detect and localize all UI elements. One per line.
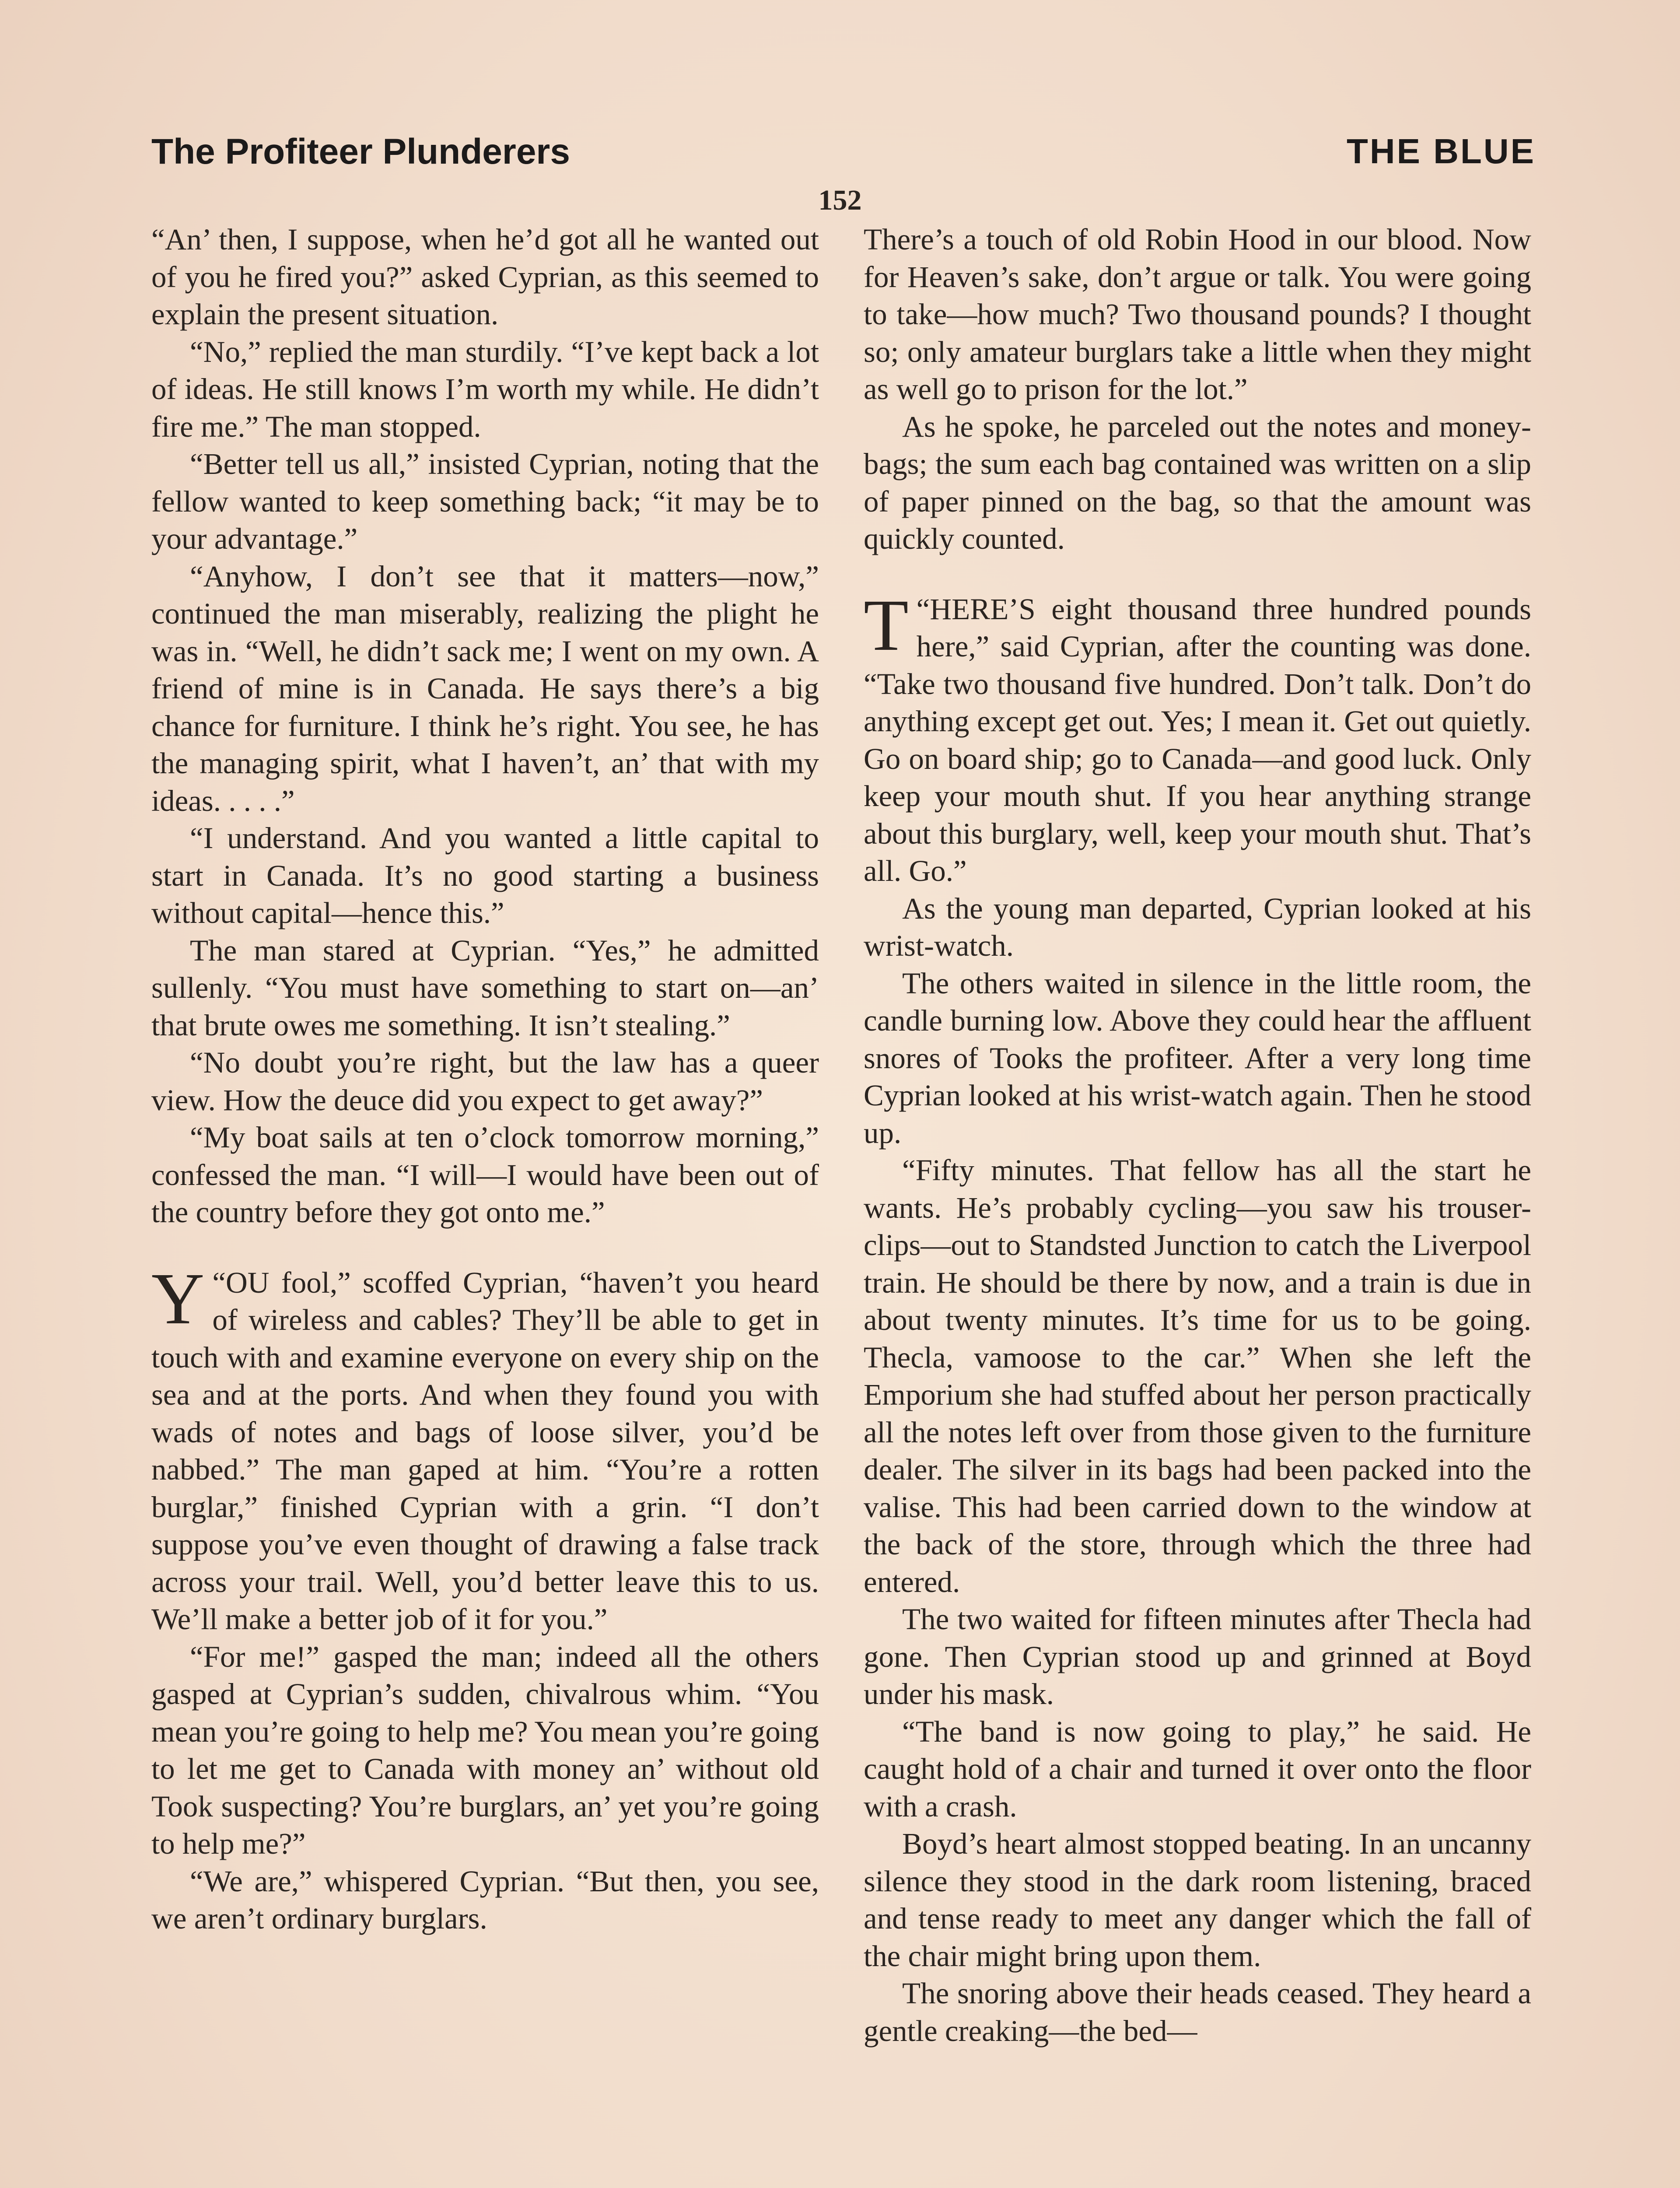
- left-column: [151, 221, 819, 1938]
- running-title: The Profiteer Plunderers: [151, 132, 570, 172]
- dropcap-quote: “: [212, 1266, 226, 1299]
- paragraph: “No,” replied the man sturdily. “I’ve kept back a lot of ideas. He still knows I’m worth my while. He didn’t fire me.” The man stopped.: [151, 335, 819, 443]
- magazine-name: THE BLUE: [1347, 132, 1536, 171]
- dropcap-paragraph: [864, 584, 1531, 890]
- paragraph: As he spoke, he parceled out the notes and money-bags; the sum each bag contained was written on a slip of paper pinned on the bag, so that the amount was quickly counted.: [864, 410, 1531, 555]
- dropcap-rest: eight thousand three hundred pounds here,” said Cyprian, after the counting was done. “Take two thousand five hundred. Don’t talk. Don’t do anything except get out. Yes; I mean it. Get out quietly. Go on board ship; go to Canada—and good luck. Only keep your mouth shut. If you hear anything strange about this burglary, well, keep your mouth shut. That’s all. Go.”: [864, 592, 1531, 887]
- paragraph: “No doubt you’re right, but the law has a queer view. How the deuce did you expect to get away?”: [151, 1046, 819, 1117]
- dropcap-rest: fool,” scoffed Cyprian, “haven’t you heard of wireless and cables? They’ll be able to get in touch with and examine everyone on every ship on the sea and at the ports. And when they found you with wads of notes and bags of loose silver, you’d be nabbed.” The man gaped at him. “You’re a rotten burglar,” finished Cyprian with a grin. “I don’t suppose you’ve even thought of drawing a false track across your trail. Well, you’d better leave this to us. We’ll make a better job of it for you.”: [151, 1266, 819, 1636]
- paragraph: “Fifty minutes. That fellow has all the start he wants. He’s probably cycling—you saw his trouser-clips—out to Standsted Junction to catch the Liverpool train. He should be there by now, and a train is due in about twenty minutes. It’s time for us to be going. Thecla, vamoose to the car.” When she left the Emporium she had stuffed about her person practically all the notes left over from those given to the furniture dealer. The silver in its bags had been packed into the valise. This had been carried down to the window at the back of the store, through which the three had entered.: [864, 1154, 1531, 1599]
- page-number: 152: [818, 184, 862, 216]
- paragraph: Boyd’s heart almost stopped beating. In an uncanny silence they stood in the dark room listening, braced and tense ready to meet any danger which the fall of the chair might bring upon them.: [864, 1827, 1531, 1973]
- dropcap-quote: “: [916, 592, 930, 626]
- paragraph: As the young man departed, Cyprian looked at his wrist-watch.: [864, 891, 1531, 962]
- paragraph: “Anyhow, I don’t see that it matters—now,” continued the man miserably, realizing the plight he was in. “Well, he didn’t sack me; I went on my own. A friend of mine is in Canada. He says there’s a big chance for furniture. I think he’s right. You see, he has the managing spirit, what I haven’t, an’ that with my ideas. . . . .”: [151, 559, 819, 817]
- paragraph: “We are,” whispered Cyprian. “But then, you see, we aren’t ordinary burglars.: [151, 1864, 819, 1935]
- paragraph: The others waited in silence in the little room, the candle burning low. Above they could hear the affluent snores of Tooks the profiteer. After a very long time Cyprian looked at his wrist-watch again. Then he stood up.: [864, 966, 1531, 1150]
- dropcap-letter: T: [864, 584, 909, 666]
- dropcap-paragraph: [151, 1258, 819, 1638]
- paragraph: “My boat sails at ten o’clock tomorrow morning,” confessed the man. “I will—I would have been out of the country before they got onto me.”: [151, 1121, 819, 1229]
- paragraph: “I understand. And you wanted a little capital to start in Canada. It’s no good starting a business without capital—hence this.”: [151, 821, 819, 929]
- paragraph: “Better tell us all,” insisted Cyprian, noting that the fellow wanted to keep something back; “it may be to your advantage.”: [151, 447, 819, 555]
- paragraph: There’s a touch of old Robin Hood in our blood. Now for Heaven’s sake, don’t argue or talk. You were going to take—how much? Two thousand pounds? I thought so; only amateur burglars take a little when they might as well go to prison for the lot.”: [864, 223, 1531, 406]
- right-column: [864, 221, 1531, 2050]
- dropcap-lead: HERE’S: [930, 592, 1036, 626]
- paragraph: The snoring above their heads ceased. They heard a gentle creaking—the bed—: [864, 1977, 1531, 2048]
- paragraph: “The band is now going to play,” he said. He caught hold of a chair and turned it over onto the floor with a crash.: [864, 1715, 1531, 1823]
- paragraph: The man stared at Cyprian. “Yes,” he admitted sullenly. “You must have something to start on—an’ that brute owes me something. It isn’t stealing.”: [151, 933, 819, 1042]
- paragraph: The two waited for fifteen minutes after Thecla had gone. Then Cyprian stood up and grinned at Boyd under his mask.: [864, 1602, 1531, 1711]
- paragraph: “An’ then, I suppose, when he’d got all he wanted out of you he fired you?” asked Cyprian, as this seemed to explain the present situation.: [151, 223, 819, 331]
- dropcap-letter: Y: [151, 1258, 205, 1339]
- paragraph: “For me!” gasped the man; indeed all the others gasped at Cyprian’s sudden, chivalrous whim. “You mean you’re going to help me? You mean you’re going to let me get to Canada with money an’ without old Took suspecting? You’re burglars, an’ yet you’re going to help me?”: [151, 1640, 819, 1860]
- dropcap-lead: OU: [225, 1266, 270, 1299]
